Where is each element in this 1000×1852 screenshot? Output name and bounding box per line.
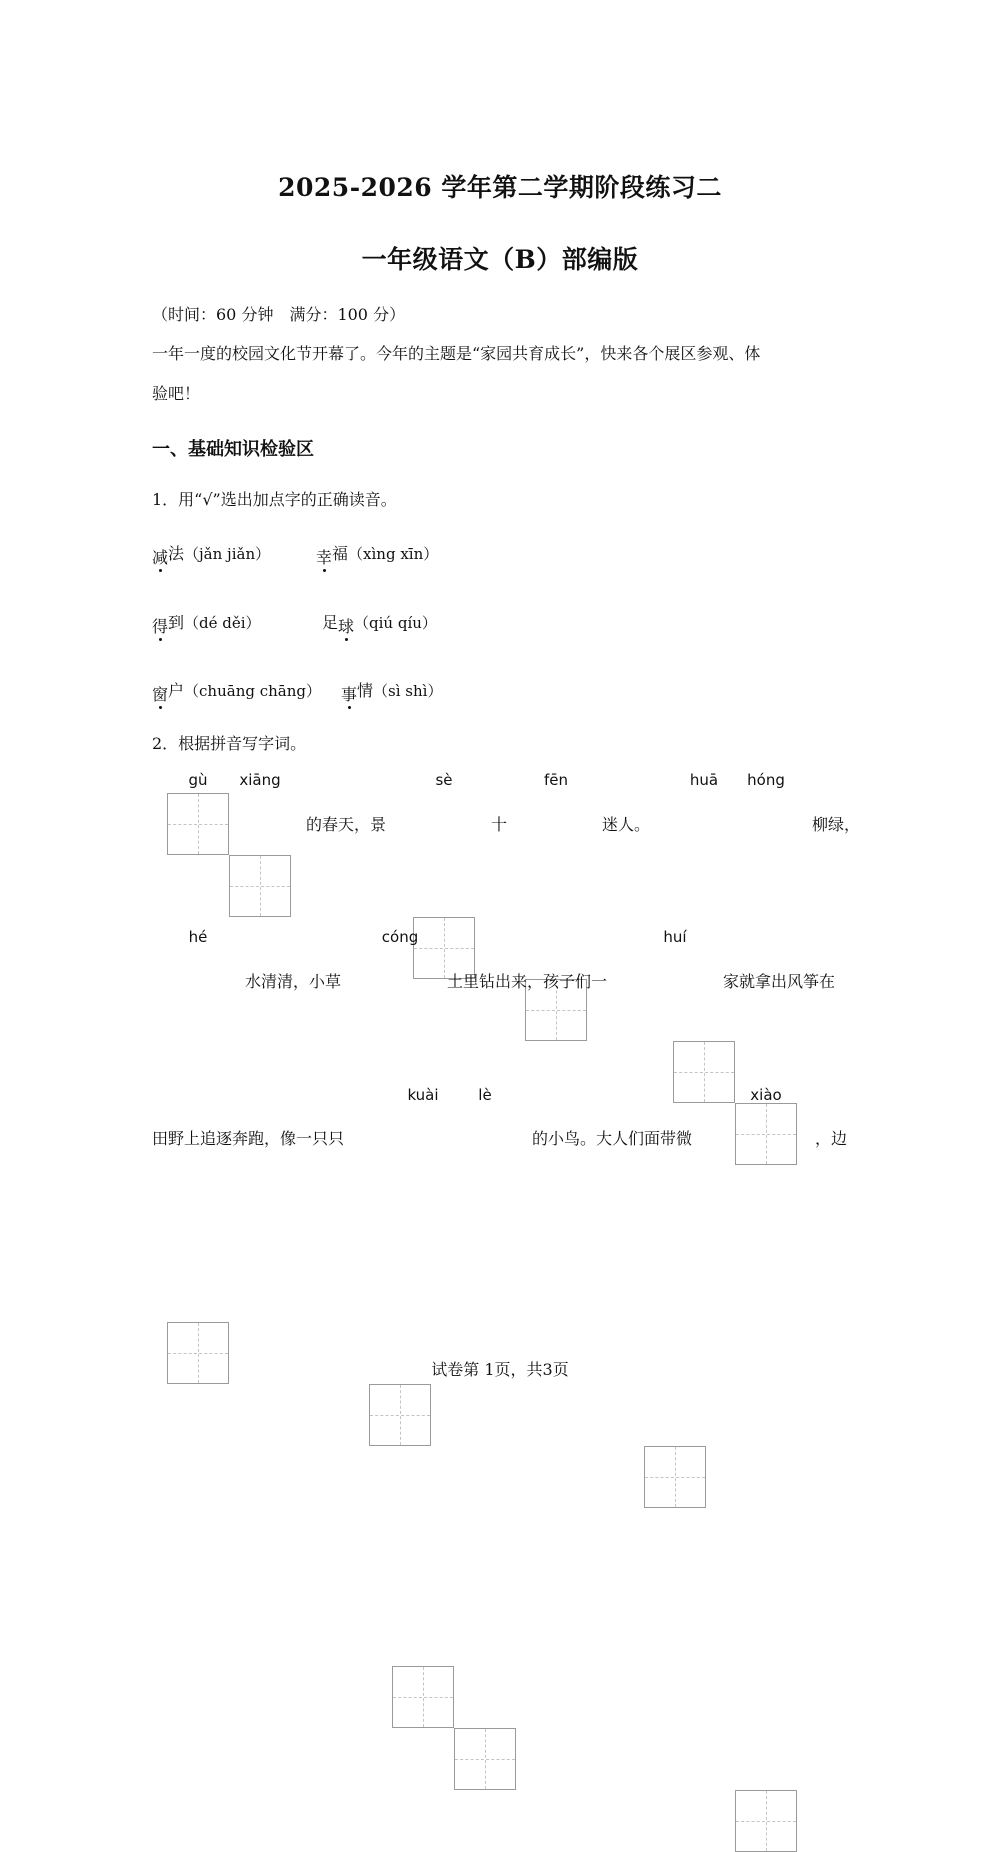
pinyin-label: xiāng — [239, 771, 281, 789]
pinyin-item: 幸福（xìng xīn） — [316, 544, 439, 567]
writing-grid-box[interactable] — [392, 1666, 454, 1728]
pinyin-label: hóng — [747, 771, 785, 789]
pinyin-item: 事情（sì shì） — [341, 681, 443, 704]
pinyin-label: gù — [188, 771, 208, 789]
dotted-char: 减 — [152, 545, 168, 568]
sentence-fragment: 田野上追逐奔跑，像一只只 — [152, 1129, 345, 1148]
dotted-char: 幸 — [316, 545, 332, 568]
sentence-fragment: 家就拿出风筝在 — [723, 972, 836, 991]
pinyin-options[interactable]: （qiú qíu） — [354, 614, 437, 632]
question-1-prompt: 1．用“√”选出加点字的正确读音。 — [152, 490, 397, 509]
dotted-char: 得 — [152, 614, 168, 637]
dotted-char: 窗 — [152, 682, 168, 705]
pinyin-item: 足球（qiú qíu） — [322, 613, 437, 636]
sentence-fragment: 的春天，景 — [306, 815, 387, 834]
pinyin-options[interactable]: （dé děi） — [184, 614, 261, 632]
pinyin-item: 窗户（chuāng chāng） — [152, 681, 321, 704]
pinyin-options[interactable]: （jǎn jiǎn） — [184, 545, 271, 563]
dotted-char: 球 — [338, 614, 354, 637]
exam-subtitle: 一年级语文（B）部编版 — [361, 245, 639, 274]
sentence-fragment: 柳绿， — [812, 815, 861, 834]
writing-grid-box[interactable] — [644, 1446, 706, 1508]
pinyin-options[interactable]: （sì shì） — [373, 682, 443, 700]
sentence-fragment: 迷人。 — [602, 815, 651, 834]
page-footer: 试卷第 1页，共3页 — [431, 1360, 569, 1379]
section-title: 一、基础知识检验区 — [152, 439, 314, 460]
writing-grid-box[interactable] — [229, 855, 291, 917]
writing-grid-box[interactable] — [673, 1041, 735, 1103]
writing-grid-box[interactable] — [454, 1728, 516, 1790]
question-2-prompt: 2．根据拼音写字词。 — [152, 734, 307, 753]
writing-grid-box[interactable] — [735, 1103, 797, 1165]
pinyin-label: cóng — [381, 928, 419, 946]
pinyin-label: sè — [435, 771, 453, 789]
pinyin-label: lè — [478, 1086, 492, 1104]
dotted-char: 事 — [341, 682, 357, 705]
writing-grid-box[interactable] — [735, 1790, 797, 1852]
pinyin-label: huā — [689, 771, 719, 789]
intro-line-1: 一年一度的校园文化节开幕了。今年的主题是“家园共育成长”，快来各个展区参观、体 — [152, 344, 761, 363]
exam-title: 2025-2026 学年第二学期阶段练习二 — [278, 173, 722, 202]
intro-line-2: 验吧！ — [152, 384, 201, 403]
sentence-fragment: 水清清，小草 — [245, 972, 342, 991]
sentence-fragment: 土里钻出来，孩子们一 — [447, 972, 608, 991]
pinyin-label: huí — [663, 928, 687, 946]
writing-grid-box[interactable] — [167, 793, 229, 855]
sentence-fragment: ，边 — [815, 1129, 848, 1148]
pinyin-label: fēn — [543, 771, 569, 789]
sentence-fragment: 十 — [491, 815, 508, 834]
pinyin-label: hé — [188, 928, 208, 946]
pinyin-label: xiào — [750, 1086, 782, 1104]
pinyin-label: kuài — [407, 1086, 439, 1104]
pinyin-options[interactable]: （chuāng chāng） — [184, 682, 321, 700]
time-info: （时间：60 分钟 满分：100 分） — [152, 305, 406, 324]
pinyin-item: 减法（jǎn jiǎn） — [152, 544, 271, 567]
sentence-fragment: 的小鸟。大人们面带微 — [532, 1129, 693, 1148]
pinyin-item: 得到（dé děi） — [152, 613, 261, 636]
writing-grid-box[interactable] — [369, 1384, 431, 1446]
pinyin-options[interactable]: （xìng xīn） — [348, 545, 439, 563]
